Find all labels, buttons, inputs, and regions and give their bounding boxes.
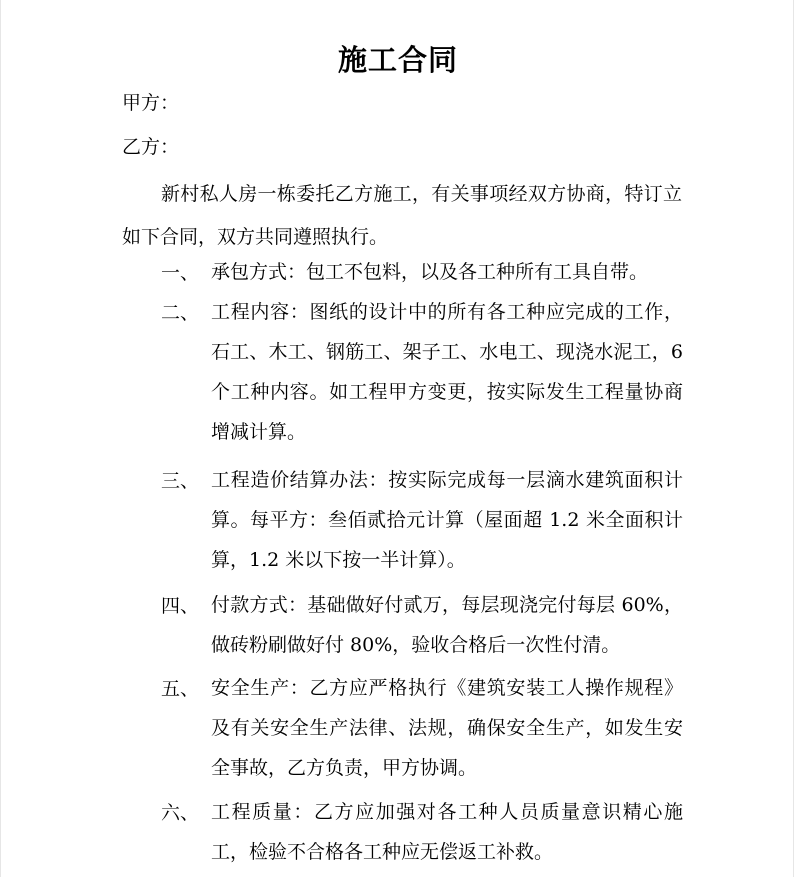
clause-number: 五、 (161, 678, 200, 700)
clause-2 (161, 292, 691, 452)
clause-text: 承包方式：包工不包料，以及各工种所有工具自带。 (211, 261, 649, 283)
clause-number: 六、 (161, 802, 200, 824)
document-title: 施工合同 (337, 43, 458, 77)
party-b-label: 乙方： (122, 136, 180, 158)
clause-text: 工程内容：图纸的设计中的所有各工种应完成的工作，石工、木工、钢筋工、架子工、水电工、现浇水泥工，6个工种内容。如工程甲方变更，按实际发生工程量协商增减计算。 (211, 301, 683, 443)
clause-text: 工程质量：乙方应加强对各工种人员质量意识精心施工，检验不合格各工种应无偿返工补救。 (211, 801, 683, 863)
clause-3 (161, 460, 691, 580)
clause-number: 四、 (161, 595, 200, 617)
clause-1 (161, 252, 691, 292)
party-a-label: 甲方： (122, 92, 180, 114)
clause-5 (161, 668, 691, 788)
clause-number: 一、 (161, 262, 200, 284)
clause-text: 安全生产：乙方应严格执行《建筑安装工人操作规程》及有关安全生产法律、法规，确保安全生产，如发生安全事故，乙方负责，甲方协调。 (211, 677, 683, 779)
clause-4 (161, 585, 691, 665)
intro-paragraph: 新村私人房一栋委托乙方施工，有关事项经双方协商，特订立如下合同，双方共同遵照执行。 (122, 183, 682, 248)
clause-text: 工程造价结算办法：按实际完成每一层滴水建筑面积计算。每平方：叁佰贰拾元计算（屋面超 1.2 米全面积计算，1.2 米以下按一半计算）。 (211, 469, 683, 571)
clause-6 (161, 792, 691, 872)
clause-number: 二、 (161, 302, 200, 324)
clause-number: 三、 (161, 470, 200, 492)
clause-text: 付款方式：基础做好付贰万，每层现浇完付每层 60%，做砖粉刷做好付 80%，验收合格后一次性付清。 (211, 594, 683, 656)
